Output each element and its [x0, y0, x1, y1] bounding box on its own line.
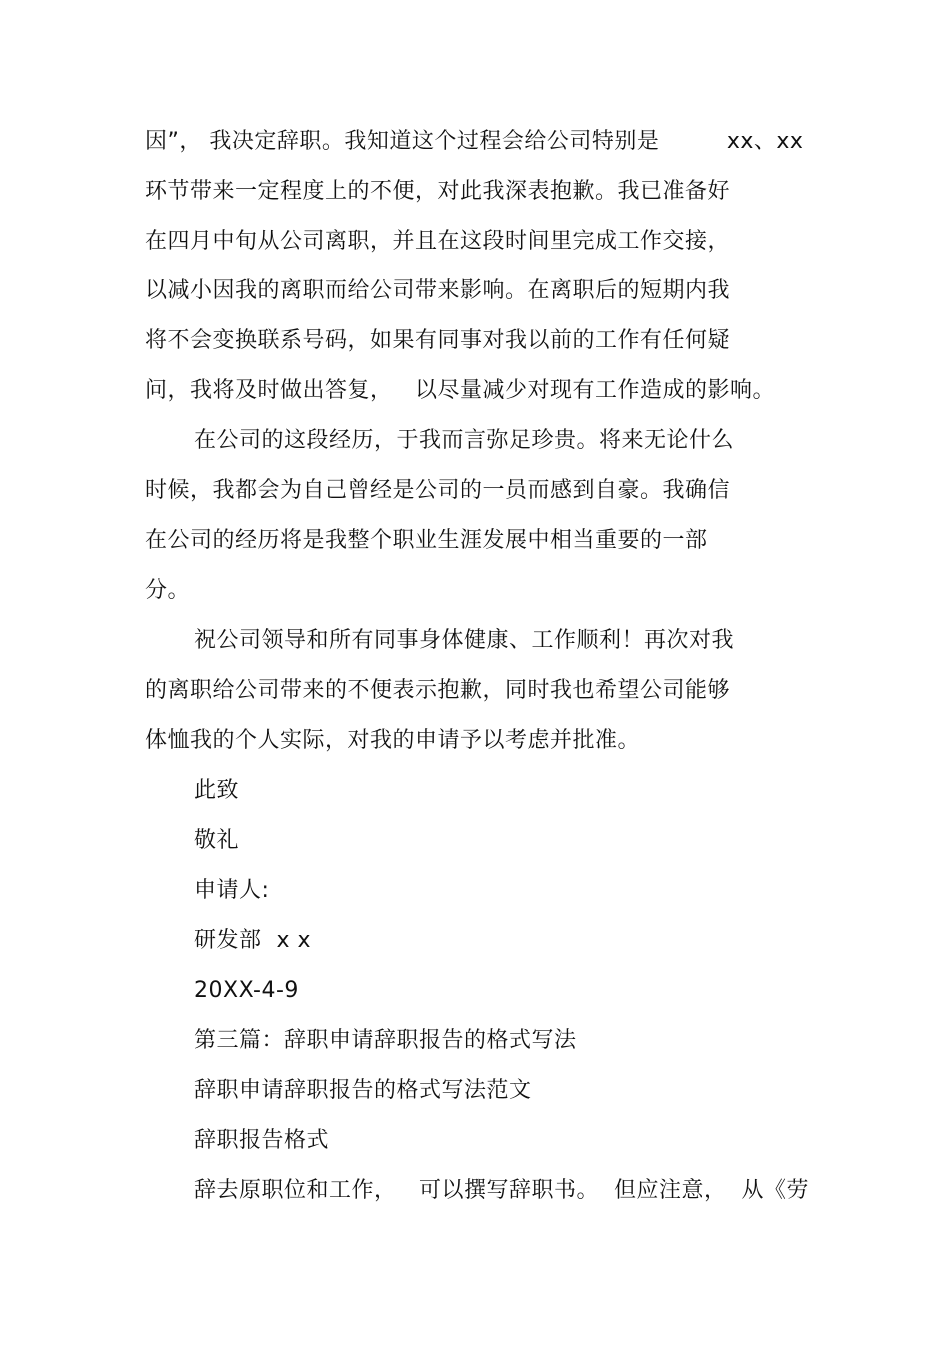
paragraph-line: 将不会变换联系号码，如果有同事对我以前的工作有任何疑 [145, 328, 731, 353]
closing-line: 此致 [194, 778, 240, 803]
closing-line: 敬礼 [194, 828, 240, 853]
paragraph-line: 体恤我的个人实际，对我的申请予以考虑并批准。 [145, 728, 641, 753]
section-heading: 第三篇：辞职申请辞职报告的格式写法 [194, 1028, 577, 1053]
signature-date: 20XX-4-9 [194, 978, 299, 1003]
paragraph-line: 在四月中旬从公司离职，并且在这段时间里完成工作交接， [145, 229, 731, 254]
paragraph-line: 分。 [145, 578, 191, 603]
paragraph-line: 在公司的经历将是我整个职业生涯发展中相当重要的一部 [145, 528, 708, 553]
signature-department: 研发部 x x [194, 928, 312, 953]
paragraph-line: 祝公司领导和所有同事身体健康、工作顺利！再次对我 [194, 628, 735, 653]
paragraph-line: 环节带来一定程度上的不便，对此我深表抱歉。我已准备好 [145, 179, 731, 204]
paragraph-line: 以减小因我的离职而给公司带来影响。在离职后的短期内我 [145, 278, 731, 303]
paragraph-line: 因”， 我决定辞职。我知道这个过程会给公司特别是 xx、xx [145, 129, 804, 154]
signature-label: 申请人: [194, 878, 270, 903]
section-subheading: 辞职申请辞职报告的格式写法范文 [194, 1078, 532, 1103]
section-subheading: 辞职报告格式 [194, 1128, 330, 1153]
paragraph-line: 时候，我都会为自己曾经是公司的一员而感到自豪。我确信 [145, 478, 731, 503]
paragraph-line: 在公司的这段经历，于我而言弥足珍贵。将来无论什么 [194, 428, 735, 453]
paragraph-line: 的离职给公司带来的不便表示抱歉，同时我也希望公司能够 [145, 678, 731, 703]
paragraph-line: 辞去原职位和工作， 可以撰写辞职书。 但应注意， 从《劳 [194, 1178, 809, 1203]
paragraph-line: 问，我将及时做出答复， 以尽量减少对现有工作造成的影响。 [145, 378, 775, 403]
